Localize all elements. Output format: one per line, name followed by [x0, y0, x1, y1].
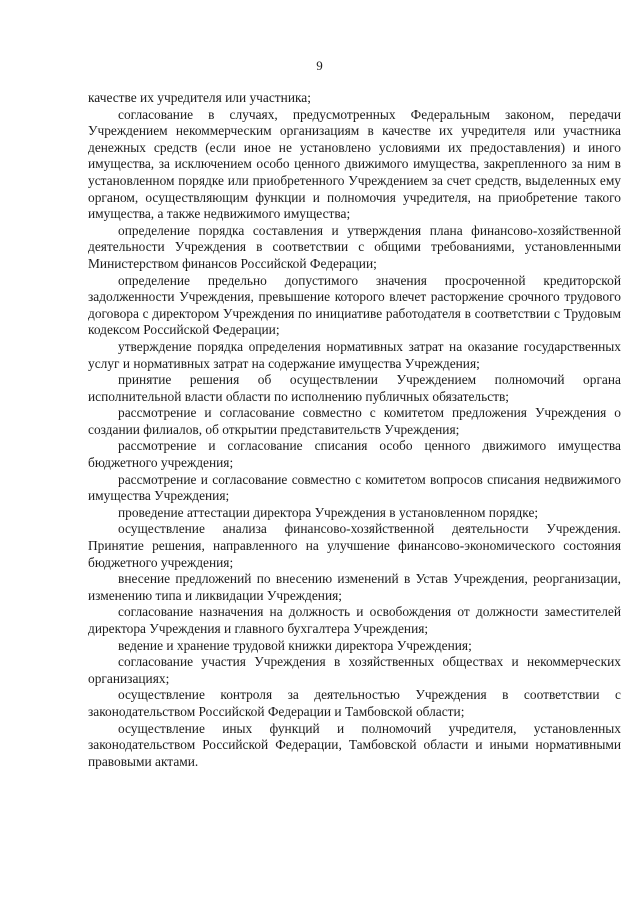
document-paragraph: осуществление контроля за деятельностью Учреждения в соответствии с законодательством Российской Федерации и Тамбовской области;	[88, 687, 621, 719]
document-paragraph: рассмотрение и согласование списания особо ценного движимого имущества бюджетного учреждения;	[88, 438, 621, 471]
document-paragraph: утверждение порядка определения нормативных затрат на оказание государственных услуг и нормативных затрат на содержание имущества Учреждения;	[88, 338, 621, 371]
document-paragraph: качестве их учредителя или участника;	[88, 90, 311, 105]
document-paragraph: принятие решения об осуществлении Учреждением полномочий органа исполнительной власти области по исполнению публичных обязательств;	[88, 372, 621, 404]
document-paragraph: определение предельно допустимого значения просроченной кредиторской задолженности Учреждения, превышение которого влечет расторжение срочного трудового договора с директором Учреждения по инициативе работодателя в соответствии с Трудовым кодексом Российской Федерации;	[88, 272, 621, 338]
document-paragraph: рассмотрение и согласование совместно с комитетом предложения Учреждения о создании филиалов, об открытии представительств Учреждения;	[88, 405, 621, 437]
document-body	[88, 90, 621, 770]
document-paragraph: согласование участия Учреждения в хозяйственных обществах и некоммерческих организациях;	[88, 654, 621, 686]
document-paragraph: ведение и хранение трудовой книжки директора Учреждения;	[118, 637, 472, 653]
document-paragraph: проведение аттестации директора Учреждения в установленном порядке;	[118, 504, 539, 520]
page-number: 9	[316, 58, 323, 73]
document-paragraph: определение порядка составления и утверждения плана финансово-хозяйственной деятельности Учреждения в соответствии с общими требованиями, установленными Министерством финансов Российской Федерации;	[88, 222, 621, 271]
document-paragraph: рассмотрение и согласование совместно с комитетом вопросов списания недвижимого имущества Учреждения;	[88, 471, 621, 504]
document-paragraph: осуществление анализа финансово-хозяйственной деятельности Учреждения. Принятие решения, направленного на улучшение финансово-экономического состояния бюджетного учреждения;	[88, 521, 621, 570]
document-paragraph: осуществление иных функций и полномочий учредителя, установленных законодательством Российской Федерации, Тамбовской области и иными нормативными правовыми актами.	[88, 720, 621, 769]
document-paragraph: согласование назначения на должность и освобождения от должности заместителей директора Учреждения и главного бухгалтера Учреждения;	[88, 604, 621, 636]
document-paragraph: внесение предложений по внесению изменений в Устав Учреждения, реорганизации, изменению типа и ликвидации Учреждения;	[88, 571, 621, 603]
document-paragraph: согласование в случаях, предусмотренных Федеральным законом, передачи Учреждением некоммерческим организациям в качестве их учредителя или участника денежных средств (если иное не установлено условиями их предоставления) и иного имущества, за исключением особо ценного движимого имущества, закрепленного за ним в установленном порядке или приобретенного Учреждением за счет средств, выделенных ему органом, осуществляющим функции и полномочия учредителя, на приобретение такого имущества, а также недвижимого имущества;	[88, 106, 621, 222]
